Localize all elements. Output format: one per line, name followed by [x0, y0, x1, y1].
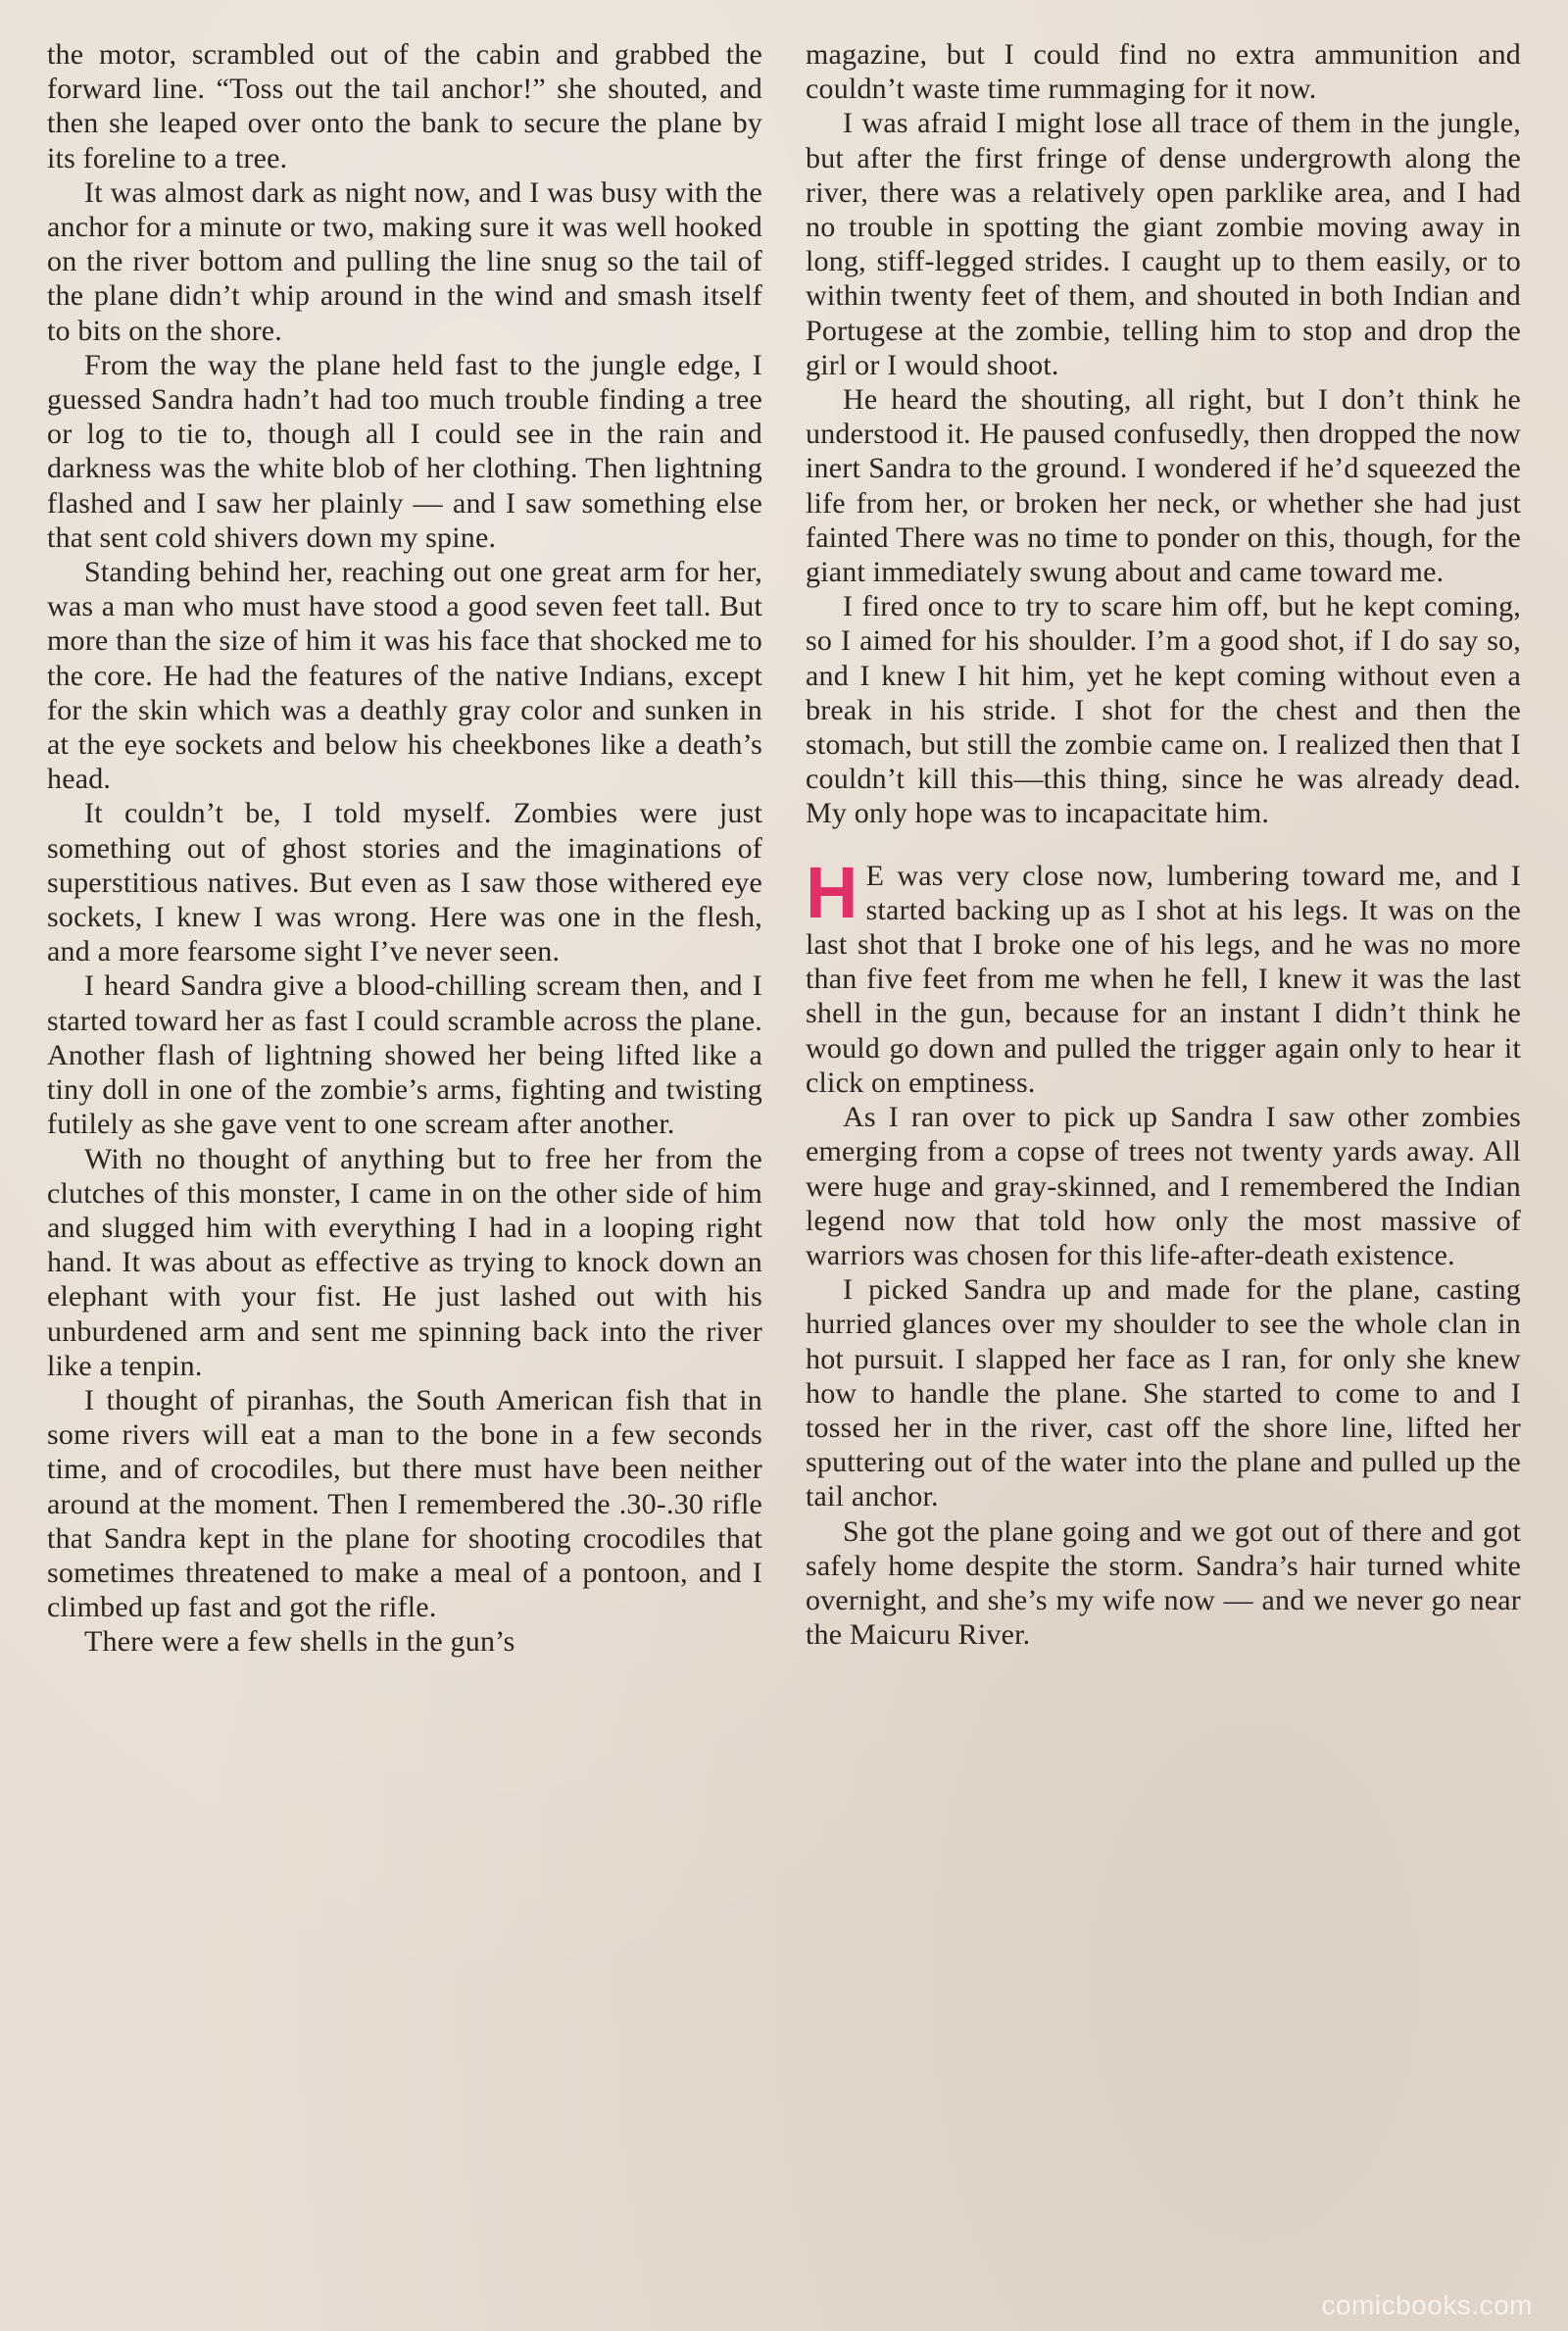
paragraph: I heard Sandra give a blood-chilling scream then, and I started toward her as fast I could scramble across the plane. Another flash of lightning showed her being lifted like a tiny doll in one of the zombie’s arms, fighting and twisting futilely as she gave vent to one scream after another. — [47, 969, 762, 1141]
paragraph: the motor, scrambled out of the cabin and grabbed the forward line. “Toss out the tail anchor!” she shouted, and then she leaped over onto the bank to secure the plane by its foreline to a tree. — [47, 38, 762, 174]
dropcap-paragraph-text: E was very close now, lumbering toward me, and I started backing up as I shot at his legs. It was on the last shot that I broke one of his legs, and he was no more than five feet from me when he fell, I knew it was the last shell in the gun, because for an instant I didn’t think he would go down and pulled the trigger again only to hear it click on emptiness. — [806, 859, 1521, 1099]
paragraph: She got the plane going and we got out of there and got safely home despite the storm. Sandra’s hair turned white overnight, and she’s my wife now — and we never go near the Maicuru River. — [806, 1514, 1521, 1652]
dropcap-paragraph — [806, 851, 1521, 1100]
paragraph: From the way the plane held fast to the jungle edge, I guessed Sandra hadn’t had too much trouble finding a tree or log to tie to, though all I could see in the rain and darkness was the white blob of her clothing. Then lightning flashed and I saw her plainly — and I saw something else that sent cold shivers down my spine. — [47, 348, 762, 554]
paragraph: I thought of piranhas, the South American fish that in some rivers will eat a man to the bone in a few seconds time, and of crocodiles, but there must have been neither around at the moment. Then I remembered the .30-.30 rifle that Sandra kept in the plane for shooting crocodiles that sometimes threatened to make a meal of a pontoon, and I climbed up fast and got the rifle. — [47, 1383, 762, 1624]
left-text-column — [47, 37, 762, 1660]
paragraph: I picked Sandra up and made for the plane, casting hurried glances over my shoulder to see the whole clan in hot pursuit. I slapped her face as I ran, for only she knew how to handle the plane. She started to come to and I tossed her in the river, cast off the shore line, lifted her sputtering out of the water into the plane and pulled up the tail anchor. — [806, 1273, 1521, 1513]
paragraph: There were a few shells in the gun’s — [84, 1625, 515, 1659]
drop-cap-letter: H — [806, 851, 858, 933]
paragraph: I was afraid I might lose all trace of them in the jungle, but after the first fringe of dense undergrowth along the river, there was a relatively open parklike area, and I had no trouble in spotting the giant zombie moving away in long, stiff-legged strides. I caught up to them easily, or to within twenty feet of them, and shouted in both Indian and Portugese at the zombie, telling him to stop and drop the girl or I would shoot. — [806, 107, 1521, 381]
paragraph: As I ran over to pick up Sandra I saw other zombies emerging from a copse of trees not twenty yards away. All were huge and gray-skinned, and I remembered the Indian legend now that told how only the most massive of warriors was chosen for this life-after-death existence. — [806, 1101, 1521, 1271]
paragraph: Standing behind her, reaching out one great arm for her, was a man who must have stood a good seven feet tall. But more than the size of him it was his face that shocked me to the core. He had the features of the native Indians, except for the skin which was a deathly gray color and sunken in at the eye sockets and below his cheekbones like a death’s head. — [47, 556, 762, 796]
paragraph: He heard the shouting, all right, but I don’t think he understood it. He paused confusedly, then dropped the now inert Sandra to the ground. I wondered if he’d squeezed the life from her, or broken her neck, or whether she had just fainted There was no time to ponder on this, though, for the giant immediately swung about and came toward me. — [806, 383, 1521, 589]
right-text-column — [806, 37, 1521, 1652]
paragraph: It couldn’t be, I told myself. Zombies were just something out of ghost stories and the imaginations of superstitious natives. But even as I saw those withered eye sockets, I knew I was wrong. Here was one in the flesh, and a more fearsome sight I’ve never seen. — [47, 797, 762, 968]
site-watermark: comicbooks.com — [1321, 2290, 1533, 2320]
paragraph: With no thought of anything but to free her from the clutches of this monster, I came in on the other side of him and slugged him with everything I had in a looping right hand. It was about as effective as trying to knock down an elephant with your fist. He just lashed out with his unburdened arm and sent me spinning back into the river like a tenpin. — [47, 1142, 762, 1382]
paragraph: I fired once to try to scare him off, but he kept coming, so I aimed for his shoulder. I’m a good shot, if I do say so, and I knew I hit him, yet he kept coming without even a break in his stride. I shot for the chest and then the stomach, but still the zombie came on. I realized then that I couldn’t kill this—this thing, since he was already dead. My only hope was to incapacitate him. — [806, 590, 1521, 830]
paragraph: magazine, but I could find no extra ammunition and couldn’t waste time rummaging for it now. — [806, 38, 1521, 106]
paragraph: It was almost dark as night now, and I was busy with the anchor for a minute or two, making sure it was well hooked on the river bottom and pulling the line snug so the tail of the plane didn’t whip around in the wind and smash itself to bits on the shore. — [47, 175, 762, 347]
